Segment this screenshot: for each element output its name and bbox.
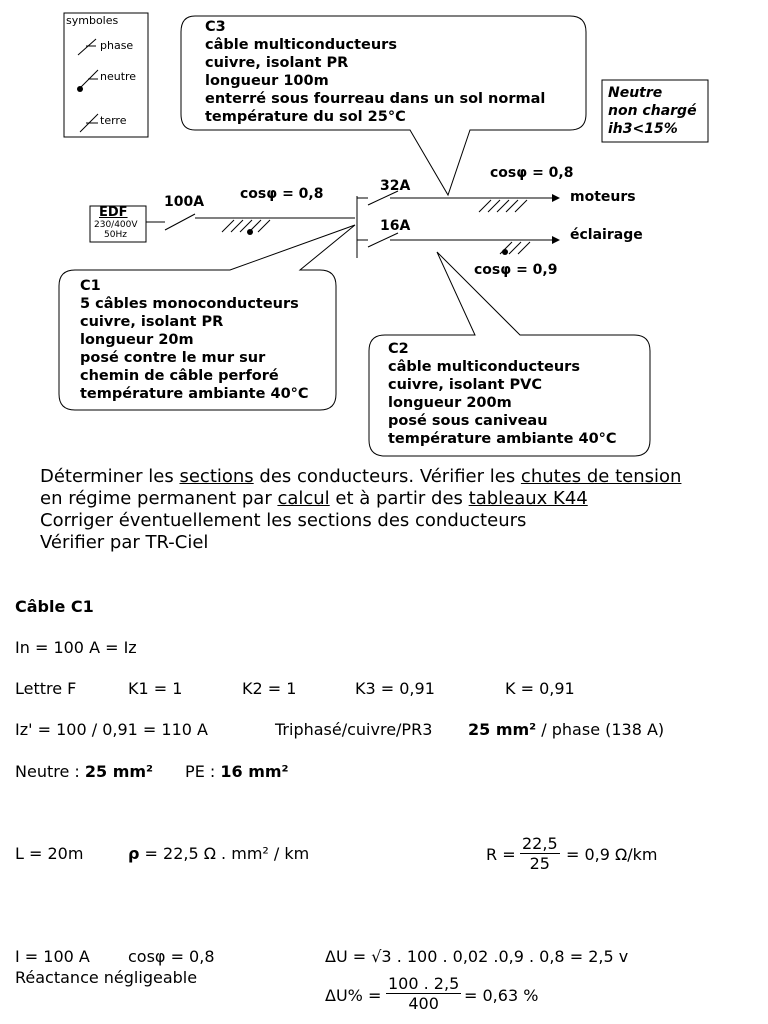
r-result: = 0,9 Ω/km [566,845,658,864]
legend-terre-label: terre [100,114,127,127]
callout-c3-text: C3 câble multiconducteurs cuivre, isolant PR longueur 100m enterré sous fourreau dans un sol normal température du sol 25°C [205,19,546,125]
k2: K2 = 1 [242,679,297,698]
lettre: Lettre F [15,679,77,698]
eclairage-cos: cosφ = 0,9 [474,262,558,278]
legend-phase-symbol [78,39,96,55]
legend-phase-label: phase [100,39,134,52]
main-breaker-rating: 100A [164,194,205,210]
moteurs-breaker-rating: 32A [380,178,411,194]
callout-c2-text: C2 câble multiconducteurs cuivre, isolant PVC longueur 200m posé sous caniveau température ambiante 40°C [388,341,617,447]
arrow-moteurs [552,194,560,202]
dup-fraction: $\frac{100 . 2,5}{400}$ [388,974,460,1013]
reactance: Réactance négligeable [15,968,198,987]
legend-title: symboles [66,14,119,27]
section-result: 25 mm² / phase (138 A) [468,720,665,739]
eclairage-breaker-rating: 16A [380,218,411,234]
main-cos: cosφ = 0,8 [240,186,324,202]
neutre-note: Neutre non chargé ih3<15% [608,85,697,137]
cable-type: Triphasé/cuivre/PR3 [275,720,433,739]
k-total: K = 0,91 [505,679,575,698]
moteurs-label: moteurs [570,189,636,205]
task-instructions: Déterminer les sections des conducteurs. Vérifier les chutes de tension en régime permanent par calcul et à partir des tableaux K44 Corriger éventuellement les sections des conducteurs Vérifier par TR-Ciel [40,466,682,553]
edf-frequency: 50Hz [104,230,127,240]
section-heading: Câble C1 [15,597,94,616]
dup-label: ΔU% = [325,986,382,1005]
cosphi: cosφ = 0,8 [128,947,215,966]
r-fraction: $\frac{22,5}{25}$ [522,834,558,873]
r-label: R = [486,845,516,864]
arrow-eclairage [552,236,560,244]
callout-c1-text: C1 5 câbles monoconducteurs cuivre, isolant PR longueur 20m posé contre le mur sur chemin de câble perforé température ambiante 40°C [80,278,309,402]
du-formula: ΔU = √3 . 100 . 0,02 .0,9 . 0,8 = 2,5 v [325,947,629,966]
legend-neutre-label: neutre [100,70,137,83]
edf-title: EDF [99,205,128,220]
rho: ρ = 22,5 Ω . mm² / km [128,844,310,863]
current: I = 100 A [15,947,90,966]
k3: K3 = 0,91 [355,679,435,698]
iz-line: Iz' = 100 / 0,91 = 110 A [15,720,208,739]
length: L = 20m [15,844,84,863]
main-breaker-symbol [165,214,195,230]
k1: K1 = 1 [128,679,183,698]
in-line: In = 100 A = Iz [15,638,137,657]
edf-voltage: 230/400V [94,220,138,230]
neutre-pe-line: Neutre : 25 mm² PE : 16 mm² [15,762,289,781]
eclairage-label: éclairage [570,227,643,243]
dup-result: = 0,63 % [464,986,539,1005]
moteurs-cos: cosφ = 0,8 [490,165,574,181]
